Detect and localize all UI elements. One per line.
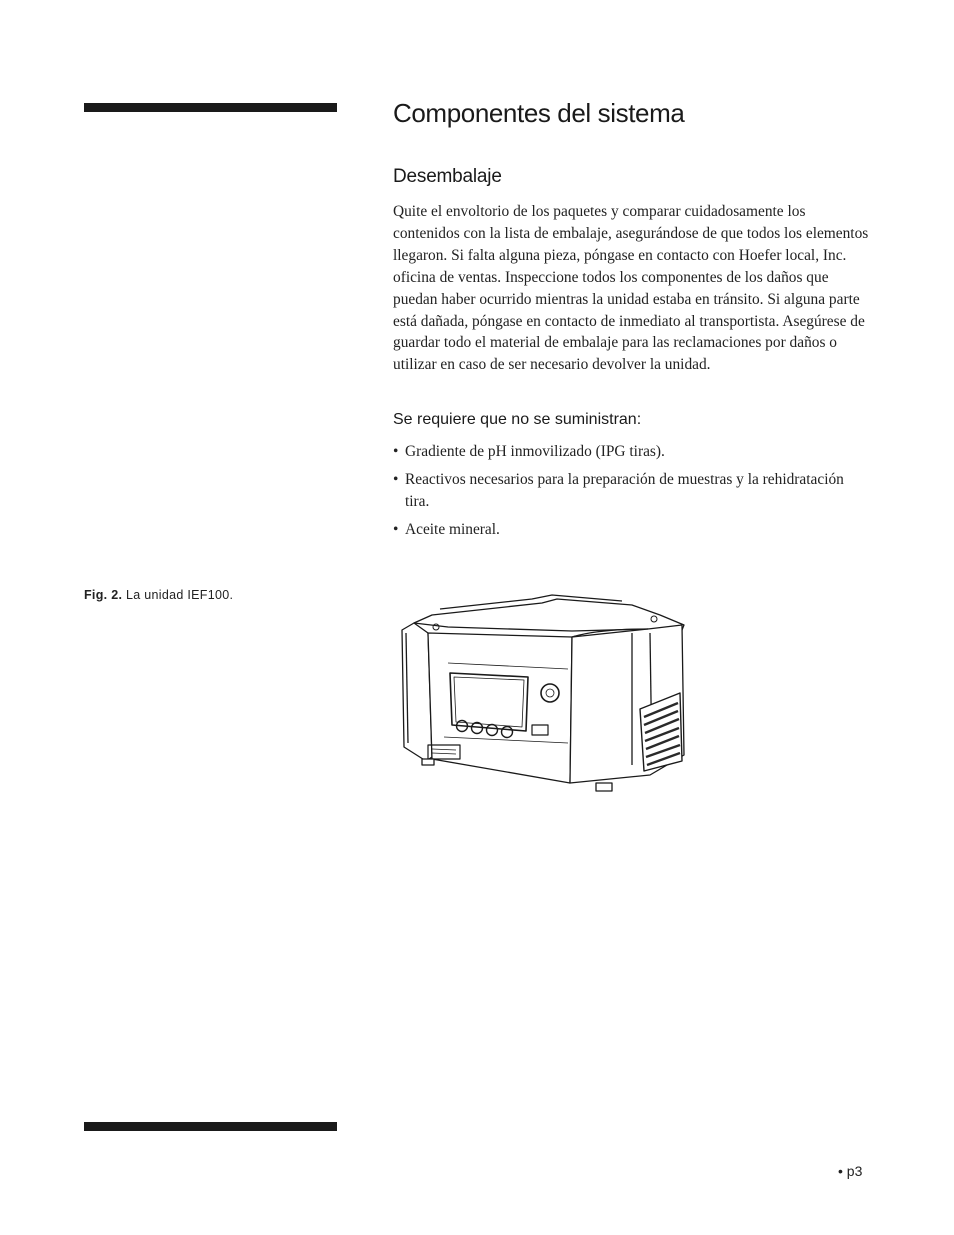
list-item-text: Gradiente de pH inmovilizado (IPG tiras). <box>405 443 665 460</box>
bottom-rule <box>84 1122 337 1131</box>
list-item-text: Reactivos necesarios para la preparación de muestras y la rehidratación tira. <box>405 470 844 510</box>
page-number: • p3 <box>838 1163 863 1179</box>
top-rule <box>84 103 337 112</box>
list-item <box>393 469 863 513</box>
requirements-title: Se requiere que no se suministran: <box>393 411 642 428</box>
list-item-text: Aceite mineral. <box>405 520 500 538</box>
figure-caption <box>84 588 233 602</box>
page-title: Componentes del sistema <box>393 98 685 128</box>
section-title: Desembalaje <box>393 166 502 187</box>
list-item <box>393 519 863 541</box>
unpacking-paragraph: Quite el envoltorio de los paquetes y comparar cuidadosamente los contenidos con la lista de embalaje, asegurándose de que todos los elementos llegaron. Si falta alguna pieza, póngase en contacto con Hoefer local, Inc. oficina de ventas. Inspeccione todos los componentes de los daños que puedan haber ocurrido mientras la unidad estaba en tránsito. Si alguna parte está dañada, póngase en contacto de inmediato al transportista. Asegúrese de guardar todo el material de embalaje para las reclamaciones por daños o utilizar en caso de ser necesario devolver la unidad. <box>393 203 869 374</box>
bullet-icon: • <box>393 520 399 538</box>
ief100-unit-icon <box>392 585 702 800</box>
requirements-list <box>393 441 863 547</box>
bullet-icon: • <box>393 443 399 460</box>
bullet-icon: • <box>393 470 399 488</box>
figure-label: Fig. 2. <box>84 588 123 602</box>
figure-caption-text: La unidad IEF100. <box>126 588 234 602</box>
ief100-unit-illustration <box>392 585 702 800</box>
list-item <box>393 441 863 463</box>
